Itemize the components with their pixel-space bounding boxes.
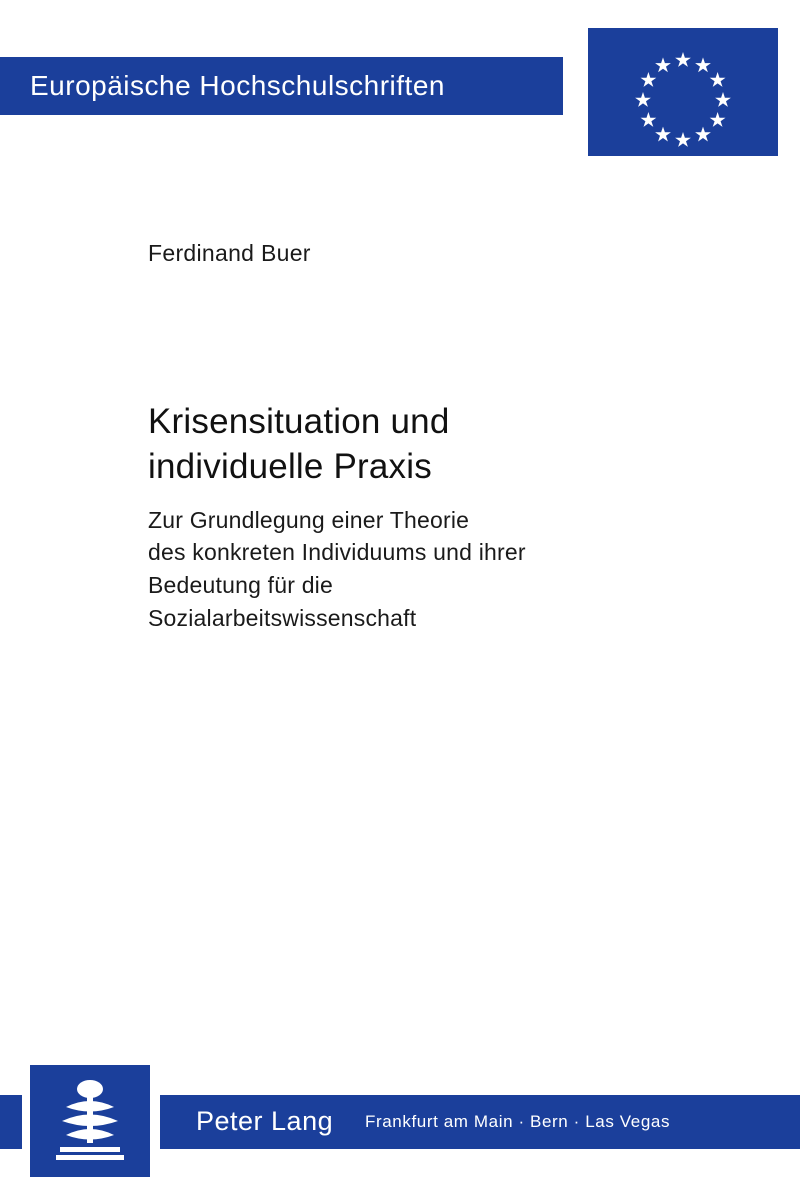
- publisher-name: Peter Lang: [196, 1106, 334, 1136]
- eu-flag-icon: [588, 28, 778, 156]
- book-subtitle-line-3: Bedeutung für die: [148, 571, 333, 598]
- publisher-banner: [160, 1095, 800, 1149]
- author-name: Ferdinand Buer: [148, 240, 311, 266]
- series-banner: [0, 57, 563, 115]
- book-title: [148, 400, 668, 490]
- series-title: Europäische Hochschulschriften: [30, 70, 445, 101]
- book-subtitle-line-1: Zur Grundlegung einer Theorie: [148, 506, 470, 533]
- publisher-places: Frankfurt am Main · Bern · Las Vegas: [365, 1112, 671, 1131]
- book-subtitle-line-4: Sozialarbeitswissenschaft: [148, 604, 417, 631]
- book-subtitle-line-2: des konkreten Individuums und ihrer: [148, 539, 526, 566]
- peter-lang-tree-logo-icon: [30, 1065, 150, 1177]
- bottom-bar-left-stub: [0, 1095, 22, 1149]
- book-title-line-1: Krisensituation und: [148, 402, 450, 441]
- book-title-line-2: individuelle Praxis: [148, 446, 432, 486]
- book-subtitle: [148, 504, 668, 635]
- title-block: [148, 400, 668, 634]
